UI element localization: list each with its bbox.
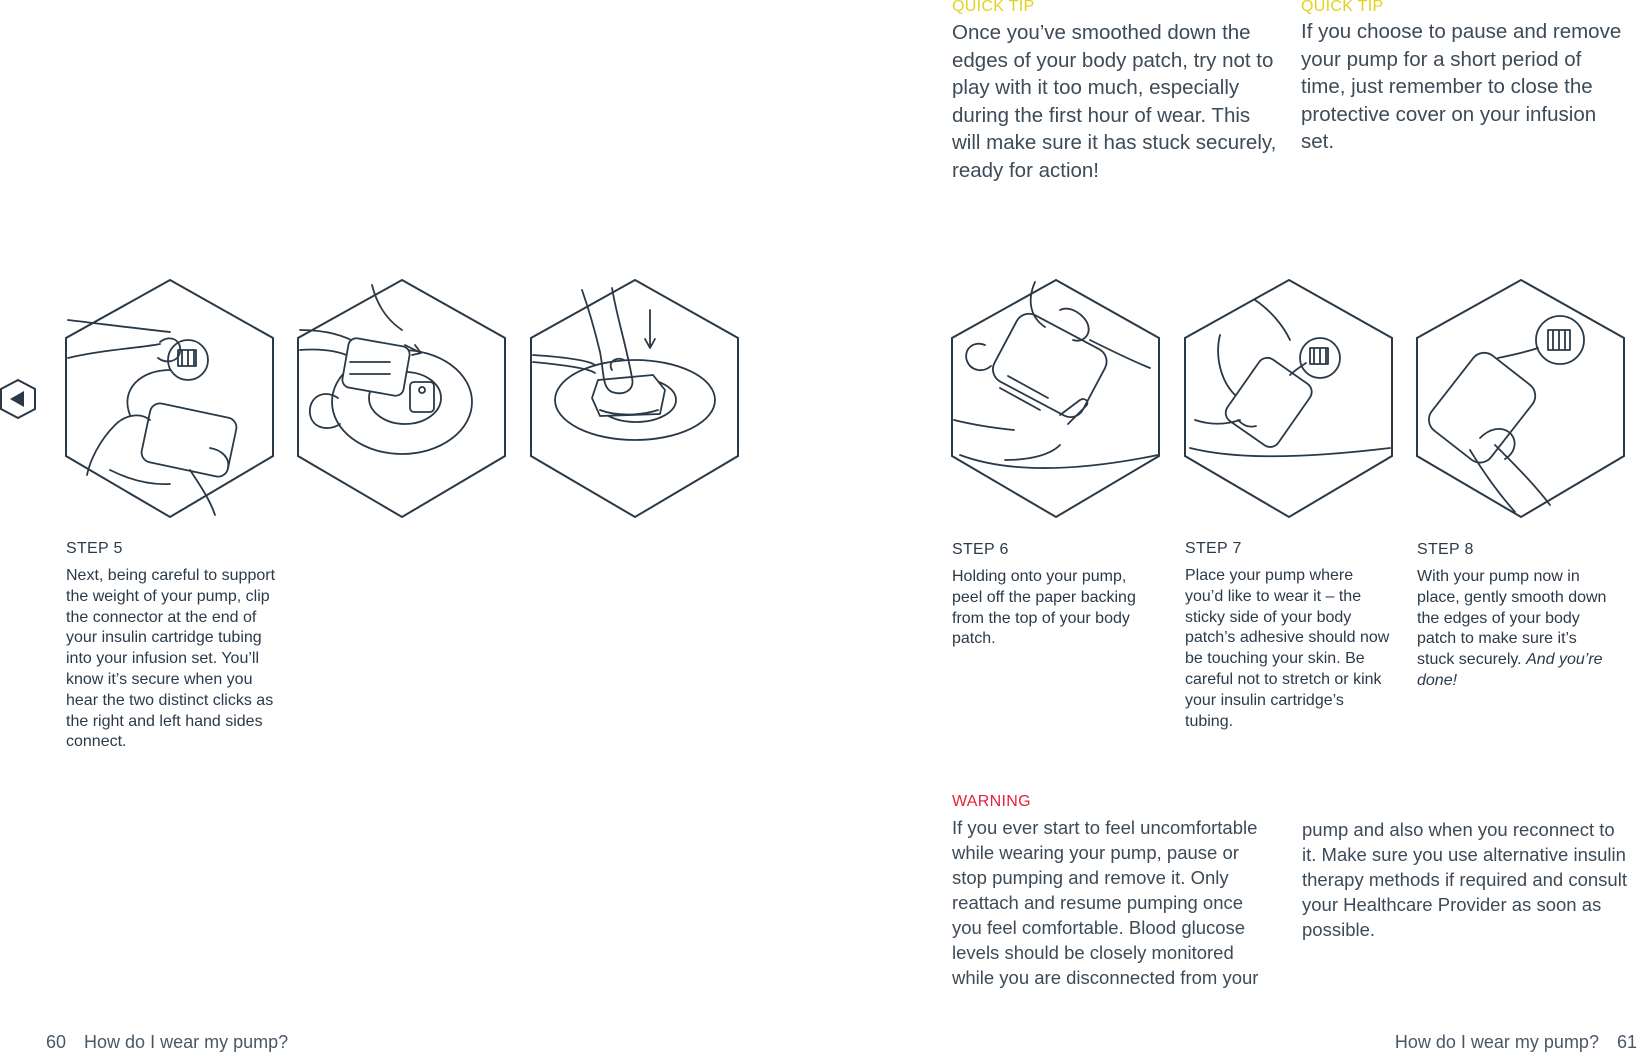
left-page-number: 60 bbox=[46, 1032, 67, 1052]
illustration-step8-smooth-icon bbox=[1417, 280, 1624, 517]
quick-tip-heading-2: QUICK TIP bbox=[1301, 0, 1384, 15]
step-7-title: STEP 7 bbox=[1185, 540, 1242, 557]
step-illustrations bbox=[0, 270, 1643, 530]
illustration-step5-connect-icon bbox=[298, 280, 505, 517]
step-8-text bbox=[1417, 567, 1617, 692]
step-5-title: STEP 5 bbox=[66, 540, 123, 557]
warning-heading: WARNING bbox=[952, 793, 1031, 810]
footer-right bbox=[1395, 1032, 1637, 1053]
step-8-title: STEP 8 bbox=[1417, 541, 1474, 558]
illustration-step5-clip-icon bbox=[66, 280, 273, 517]
step-7-text: Place your pump where you’d like to wear it – the sticky side of your body patch’s adhesive should now be touching your skin. Be careful not to stretch or kink your insulin cartridge’s tubing. bbox=[1185, 567, 1390, 730]
illustration-step7-place-icon bbox=[1185, 280, 1392, 517]
quick-tip-text-1: Once you’ve smoothed down the edges of your body patch, try not to play with it too much, especially during the first hour of wear. This will make sure it has stuck securely, ready for action! bbox=[952, 21, 1277, 182]
left-section-title: How do I wear my pump? bbox=[84, 1032, 289, 1052]
step-8-text-main: With your pump now in place, gently smooth down the edges of your body patch to make sure it’s stuck securely. bbox=[1417, 568, 1607, 669]
warning-text-column-2: pump and also when you reconnect to it. Make sure you use alternative insulin therapy methods if required and consult your Healthcare Provider as soon as possible. bbox=[1302, 819, 1627, 940]
warning-text-column-1: If you ever start to feel uncomfortable while wearing your pump, pause or stop pumping and remove it. Only reattach and resume pumping once you feel comfortable. Blood glucose levels should be closely monitored while you are disconnected from your bbox=[952, 817, 1259, 988]
step-5-text: Next, being careful to support the weight of your pump, clip the connector at the end of your insulin cartridge tubing into your infusion set. You’ll know it’s secure when you hear the two distinct clicks as the right and left hand sides connect. bbox=[66, 567, 276, 751]
illustration-step5-press-icon bbox=[531, 280, 738, 517]
step-6-title: STEP 6 bbox=[952, 541, 1009, 558]
illustration-step6-peel-icon bbox=[952, 280, 1159, 517]
step-6-text: Holding onto your pump, peel off the paper backing from the top of your body patch. bbox=[952, 568, 1136, 648]
right-section-title: How do I wear my pump? bbox=[1394, 1032, 1599, 1052]
quick-tip-text-2: If you choose to pause and remove your pump for a short period of time, just remember to close the protective cover on your infusion set. bbox=[1301, 20, 1622, 153]
step-8-text-italic: And you’re done! bbox=[1417, 651, 1603, 689]
right-page-number: 61 bbox=[1616, 1032, 1637, 1052]
footer-left bbox=[46, 1032, 288, 1053]
quick-tip-heading-1: QUICK TIP bbox=[952, 0, 1035, 15]
